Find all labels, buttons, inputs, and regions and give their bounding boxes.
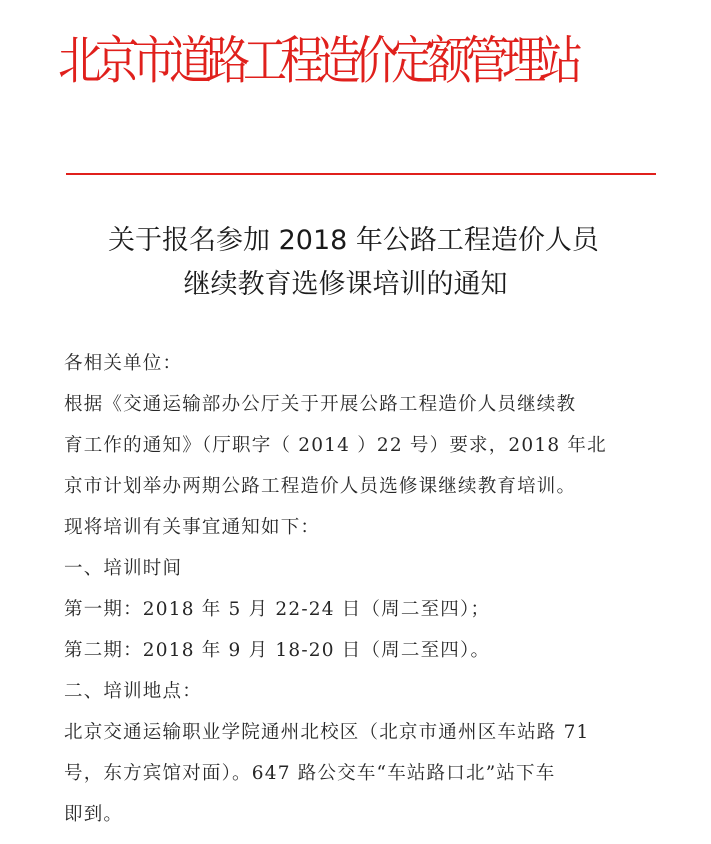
period-two: 第二期：2018 年 9 月 18-20 日（周二至四）。 [64, 640, 491, 661]
notice-title-line1: 关于报名参加 2018 年公路工程造价人员 [108, 225, 599, 256]
section-heading-location: 二、培训地点： [64, 681, 202, 702]
location-line: 即到。 [64, 804, 124, 825]
paragraph-line: 育工作的通知》（厅职字（ 2014 ）22 号）要求，2018 年北 [64, 435, 607, 456]
paragraph-line: 现将培训有关事宜通知如下： [64, 517, 321, 538]
location-line: 北京交通运输职业学院通州北校区（北京市通州区车站路 71 [64, 722, 590, 743]
org-masthead: 北京市道路工程造价定额管理站 [58, 31, 576, 92]
section-heading-time: 一、培训时间 [64, 558, 183, 579]
notice-title-line2: 继续教育选修课培训的通知 [183, 269, 508, 300]
period-one: 第一期：2018 年 5 月 22-24 日（周二至四）； [64, 599, 491, 620]
paragraph-line: 京市计划举办两期公路工程造价人员选修课继续教育培训。 [64, 476, 577, 497]
greeting: 各相关单位： [64, 353, 183, 374]
paragraph-line: 根据《交通运输部办公厅关于开展公路工程造价人员继续教 [64, 394, 577, 415]
red-divider [66, 173, 656, 175]
notice-body [64, 345, 624, 837]
location-line: 号，东方宾馆对面）。647 路公交车“车站路口北”站下车 [64, 763, 556, 784]
